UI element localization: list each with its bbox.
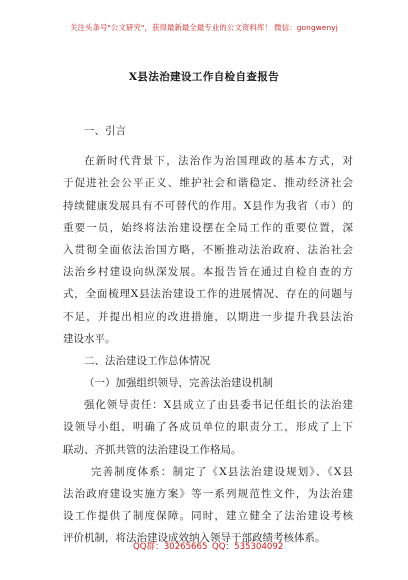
paragraph-line: 不足，并提出相应的改进措施，以期进一步提升我县法治 — [63, 310, 353, 323]
paragraph-line: 联动、齐抓共管的法治建设工作格局。 — [63, 443, 242, 456]
document-body — [63, 120, 353, 550]
section-heading-intro: 一、引言 — [84, 125, 126, 137]
paragraph-line: 于促进社会公平正义、维护社会和谐稳定、推动经济社会 — [63, 177, 353, 190]
top-banner: 关注头条号"公文研究"，获得最新最全最专业的公文资料库！ 微信：gongwenyj — [70, 23, 338, 32]
paragraph-line: 建设水平。 — [63, 332, 116, 345]
paragraph-line: 入贯彻全面依法治国方略，不断推动法治政府、法治社会 — [63, 243, 353, 256]
paragraph-line: 法治乡村建设向纵深发展。本报告旨在通过自检自查的方 — [63, 266, 353, 279]
paragraph-line: 在新时代背景下，法治作为治国理政的基本方式，对 — [84, 155, 353, 168]
qq-group-number: QQ群：30265665 — [133, 542, 208, 552]
qq-number: QQ：535304092 — [212, 542, 284, 552]
paragraph-line: 重要一员，始终将法治建设摆在全局工作的重要位置，深 — [63, 221, 353, 234]
paragraph-line: 完善制度体系：制定了《X县法治建设规划》、《X县 — [91, 465, 353, 478]
document-title: X县法治建设工作自检自查报告 — [128, 71, 280, 83]
paragraph-line: 式，全面梳理X县法治建设工作的进展情况、存在的问题与 — [63, 288, 353, 301]
paragraph-line: 持续健康发展具有不可替代的作用。X县作为我省（市）的 — [63, 199, 353, 212]
paragraph-line: 强化领导责任：X县成立了由县委书记任组长的法治建 — [84, 399, 353, 412]
section-heading-overview: 二、法治建设工作总体情况 — [84, 354, 210, 367]
paragraph-line: 评价机制，将法治建设成效纳入领导干部政绩考核体系。 — [63, 532, 326, 545]
subsection-heading: （一）加强组织领导，完善法治建设机制 — [84, 377, 273, 390]
paragraph-line: 设领导小组，明确了各成员单位的职责分工，形成了上下 — [63, 421, 353, 434]
paragraph-line: 设工作提供了制度保障。同时，建立健全了法治建设考核 — [63, 510, 353, 523]
paragraph-line: 法治政府建设实施方案》等一系列规范性文件，为法治建 — [63, 488, 353, 500]
